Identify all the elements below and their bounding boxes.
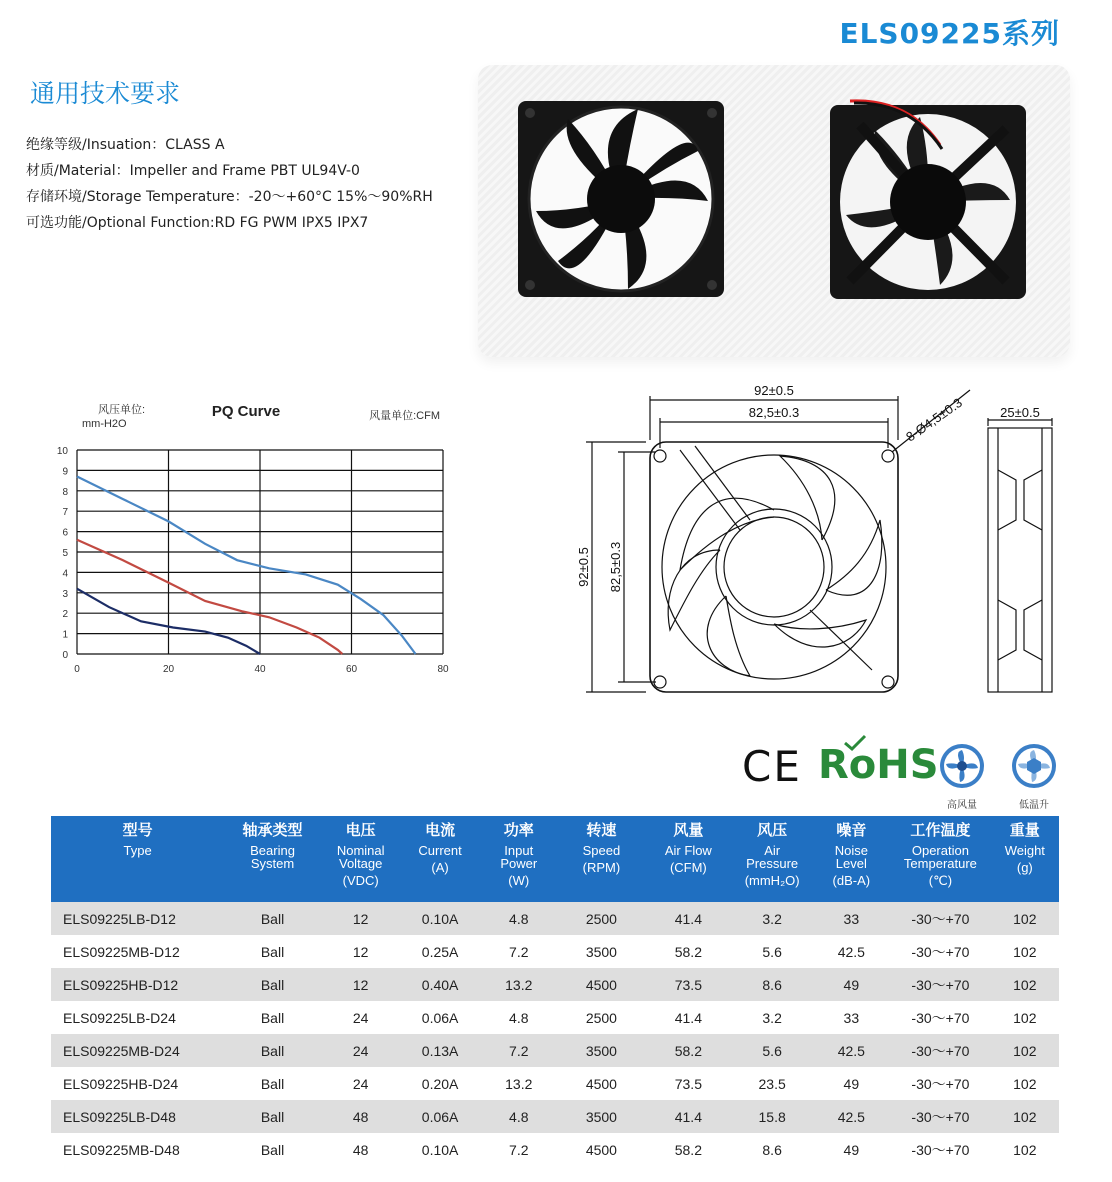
y-tick-label: 8 (62, 486, 68, 498)
column-header-en: Weight (1004, 843, 1045, 858)
chart-xlabel: 风量单位:CFM (369, 410, 440, 422)
column-header-zh: 型号 (122, 822, 153, 839)
section-title: 通用技术要求 (30, 79, 181, 108)
table-cell: 3500 (558, 1100, 645, 1133)
column-header (321, 816, 401, 902)
table-cell: 7.2 (509, 943, 529, 960)
chart-grid (77, 450, 443, 654)
fan-photos (478, 65, 1070, 357)
column-header-en: Type (123, 843, 152, 858)
table-cell: Ball (260, 1009, 285, 1026)
dim-depth: 25±0.5 (1000, 405, 1040, 420)
table-cell: 49 (812, 968, 890, 1001)
table-cell: Ball (260, 1075, 285, 1092)
y-tick-label: 3 (62, 588, 68, 600)
x-tick-label: 20 (162, 664, 175, 675)
y-tick-label: 9 (62, 466, 68, 478)
fan-front-image (518, 101, 724, 297)
column-header-unit: (RPM) (582, 860, 621, 875)
column-header-en: Current (418, 843, 462, 858)
table-cell: 4.8 (480, 902, 558, 935)
low-temp-rise-badge (1004, 742, 1064, 811)
dimension-drawing (570, 370, 1070, 700)
y-tick-label: 4 (62, 568, 68, 580)
table-cell: ELS09225HB-D24 (63, 1075, 179, 1092)
column-header (224, 816, 321, 902)
table-cell: 33 (843, 1009, 860, 1026)
column-header-unit: (dB-A) (832, 873, 871, 888)
high-airflow-icon (932, 742, 992, 792)
column-header-en: Nominal Voltage (336, 843, 385, 871)
dim-width: 92±0.5 (754, 383, 794, 398)
y-tick-label: 5 (62, 548, 68, 559)
column-header-unit: (℃) (928, 873, 953, 888)
spec-optional: 可选功能/Optional Function:RD FG PWM IPX5 IPX7 (26, 215, 369, 231)
product-photo-panel (478, 65, 1070, 357)
column-header-unit: (g) (1016, 860, 1033, 875)
table-cell: 33 (812, 902, 890, 935)
table-cell: 7.2 (509, 1141, 529, 1158)
table-cell: -30～+70 (890, 968, 990, 1001)
dim-holes: 8-Ø4,5±0.3 (903, 394, 965, 445)
fan-back-image (830, 101, 1026, 299)
column-header-zh: 重量 (1009, 822, 1040, 839)
dimension-svg (570, 370, 1070, 700)
x-tick-label: 0 (74, 664, 80, 675)
table-cell: 0.20A (421, 1075, 459, 1092)
dim-hole-spacing-v: 82,5±0.3 (608, 541, 623, 593)
table-cell: -30～+70 (911, 943, 970, 960)
table-cell: 0.40A (401, 968, 480, 1001)
pq-series-line-1 (77, 477, 416, 654)
table-cell: 4.8 (480, 1100, 558, 1133)
table-cell: 48 (352, 1141, 369, 1158)
table-cell: 102 (1013, 1141, 1037, 1158)
y-tick-label: 2 (62, 609, 68, 621)
table-cell: 3.2 (732, 902, 813, 935)
column-header-zh: 噪音 (836, 822, 867, 839)
column-header (558, 816, 645, 902)
table-cell: 41.4 (674, 1009, 702, 1026)
column-header-unit: (mmH₂O) (744, 873, 800, 888)
x-tick-label: 80 (437, 664, 449, 675)
high-airflow-label: 高风量 (947, 800, 977, 811)
y-tick-label: 1 (62, 629, 68, 641)
table-cell: 0.06A (401, 1100, 480, 1133)
pq-curve-chart (20, 396, 460, 686)
table-cell: 12 (321, 902, 401, 935)
column-header-zh: 电压 (345, 822, 376, 839)
table-cell: 42.5 (812, 1034, 890, 1067)
table-cell: 102 (1013, 1009, 1037, 1026)
column-header-unit: (CFM) (669, 860, 707, 875)
column-header-unit: (VDC) (342, 873, 379, 888)
column-header-en: Noise Level (834, 843, 868, 871)
table-cell: 12 (352, 943, 369, 960)
column-header-en: Air Flow (664, 843, 712, 858)
spec-insulation: 绝缘等级/Insuation：CLASS A (26, 137, 225, 153)
chart-title: PQ Curve (211, 403, 281, 420)
table-cell: 48 (321, 1100, 401, 1133)
table-cell: 2500 (558, 902, 645, 935)
table-cell: 24 (352, 1075, 369, 1092)
x-tick-label: 60 (345, 664, 358, 675)
table-cell: ELS09225LB-D48 (51, 1100, 224, 1133)
column-header (991, 816, 1059, 902)
table-cell: 102 (991, 968, 1059, 1001)
ce-mark: CE (742, 742, 802, 791)
column-header-unit: (A) (431, 860, 449, 875)
table-cell: ELS09225MB-D48 (63, 1141, 180, 1158)
series-title: ELS09225系列 (839, 17, 1060, 50)
table-cell: -30～+70 (911, 1009, 970, 1026)
table-cell: 41.4 (645, 1100, 732, 1133)
column-header-en: Speed (582, 843, 621, 858)
column-header-zh: 转速 (586, 822, 617, 839)
table-row (51, 1034, 1059, 1067)
table-header-row (51, 816, 1059, 902)
table-cell: 2500 (585, 1009, 617, 1026)
table-cell: 12 (321, 968, 401, 1001)
table-cell: 58.2 (674, 1141, 702, 1158)
column-header-zh: 轴承类型 (242, 822, 303, 839)
column-header (51, 816, 224, 902)
y-tick-label: 0 (62, 650, 68, 661)
column-header-zh: 工作温度 (910, 822, 971, 839)
column-header-zh: 风压 (757, 822, 788, 839)
table-cell: Ball (224, 1034, 321, 1067)
table-cell: ELS09225MB-D24 (51, 1034, 224, 1067)
table-cell: 102 (991, 902, 1059, 935)
table-cell: -30～+70 (890, 902, 990, 935)
column-header (890, 816, 990, 902)
pq-series-line-2 (77, 540, 342, 654)
table-cell: 0.10A (401, 902, 480, 935)
table-cell: 3500 (558, 1034, 645, 1067)
table-cell: 73.5 (645, 968, 732, 1001)
chart-ticks (57, 446, 449, 675)
spec-storage: 存储环境/Storage Temperature：-20～+60°C 15%～90%RH (26, 189, 433, 205)
low-temp-rise-icon (1004, 742, 1064, 792)
y-tick-label: 7 (62, 507, 68, 519)
table-cell: -30～+70 (890, 1100, 990, 1133)
high-airflow-badge (932, 742, 992, 811)
column-header-zh: 功率 (503, 822, 534, 839)
table-cell: Ball (260, 1141, 285, 1158)
column-header-en: Input Power (500, 843, 538, 871)
table-cell: -30～+70 (911, 1141, 970, 1158)
table-cell: 8.6 (762, 1141, 782, 1158)
chart-ylabel-line1: 风压单位: (98, 404, 146, 416)
chart-series-group (77, 477, 416, 654)
table-cell: 58.2 (645, 1034, 732, 1067)
dim-height: 92±0.5 (576, 547, 591, 587)
table-row (51, 1001, 1059, 1034)
table-cell: 42.5 (837, 943, 865, 960)
table-cell: 4.8 (509, 1009, 529, 1026)
table-cell: ELS09225LB-D24 (63, 1009, 176, 1026)
column-header (401, 816, 480, 902)
table-cell: 24 (352, 1009, 369, 1026)
table-cell: 13.2 (505, 1075, 533, 1092)
column-header-en: Bearing System (250, 843, 295, 871)
table-cell: 0.25A (421, 943, 459, 960)
table-cell: 41.4 (645, 902, 732, 935)
table-cell: 4500 (558, 968, 645, 1001)
table-row (51, 935, 1059, 968)
spec-table (51, 816, 1059, 1166)
table-row (51, 902, 1059, 935)
table-cell: 7.2 (480, 1034, 558, 1067)
table-cell: ELS09225HB-D12 (51, 968, 224, 1001)
x-tick-label: 40 (254, 664, 266, 675)
y-tick-label: 6 (62, 527, 68, 539)
table-cell: 102 (991, 1100, 1059, 1133)
table-row (51, 1133, 1059, 1166)
table-cell: 13.2 (480, 968, 558, 1001)
table-row (51, 968, 1059, 1001)
rohs-check-icon (842, 734, 868, 752)
table-cell: 5.6 (732, 1034, 813, 1067)
column-header-zh: 电流 (425, 822, 456, 839)
column-header (645, 816, 732, 902)
table-cell: 4500 (585, 1141, 617, 1158)
table-cell: Ball (224, 1100, 321, 1133)
column-header-unit: (W) (508, 873, 530, 888)
table-cell: Ball (224, 902, 321, 935)
table-cell: 24 (321, 1034, 401, 1067)
column-header (812, 816, 890, 902)
column-header (480, 816, 558, 902)
table-cell: Ball (224, 968, 321, 1001)
table-row (51, 1067, 1059, 1100)
table-cell: 73.5 (674, 1075, 702, 1092)
table-cell: 5.6 (762, 943, 782, 960)
table-cell: Ball (260, 943, 285, 960)
table-cell: -30～+70 (890, 1034, 990, 1067)
column-header-en: Operation Temperature (903, 843, 977, 871)
dim-hole-spacing: 82,5±0.3 (748, 405, 800, 420)
table-cell: 0.10A (421, 1141, 459, 1158)
table-cell: 102 (1013, 943, 1037, 960)
table-cell: 0.06A (421, 1009, 459, 1026)
table-cell: 49 (843, 1141, 860, 1158)
table-cell: 15.8 (732, 1100, 813, 1133)
pq-curve-svg (20, 396, 460, 686)
column-header-en: Air Pressure (746, 843, 799, 871)
rohs-mark: RoHS (818, 742, 939, 788)
table-cell: 58.2 (674, 943, 702, 960)
table-row (51, 1100, 1059, 1133)
column-header (732, 816, 813, 902)
table-cell: 8.6 (732, 968, 813, 1001)
spec-material: 材质/Material：Impeller and Frame PBT UL94V-0 (26, 163, 360, 179)
table-cell: ELS09225MB-D12 (63, 943, 180, 960)
table-cell: 49 (843, 1075, 860, 1092)
table-cell: 23.5 (758, 1075, 786, 1092)
table-cell: 3.2 (762, 1009, 782, 1026)
table-cell: 102 (1013, 1075, 1037, 1092)
table-cell: 42.5 (812, 1100, 890, 1133)
y-tick-label: 10 (56, 446, 68, 457)
table-cell: -30～+70 (911, 1075, 970, 1092)
table-cell: 102 (991, 1034, 1059, 1067)
table-cell: 0.13A (401, 1034, 480, 1067)
low-temp-rise-label: 低温升 (1019, 800, 1049, 811)
chart-ylabel-line2: mm-H2O (82, 418, 127, 430)
table-cell: 3500 (585, 943, 617, 960)
table-body (51, 902, 1059, 1166)
table-cell: ELS09225LB-D12 (51, 902, 224, 935)
column-header-zh: 风量 (673, 822, 704, 839)
table-cell: 4500 (585, 1075, 617, 1092)
